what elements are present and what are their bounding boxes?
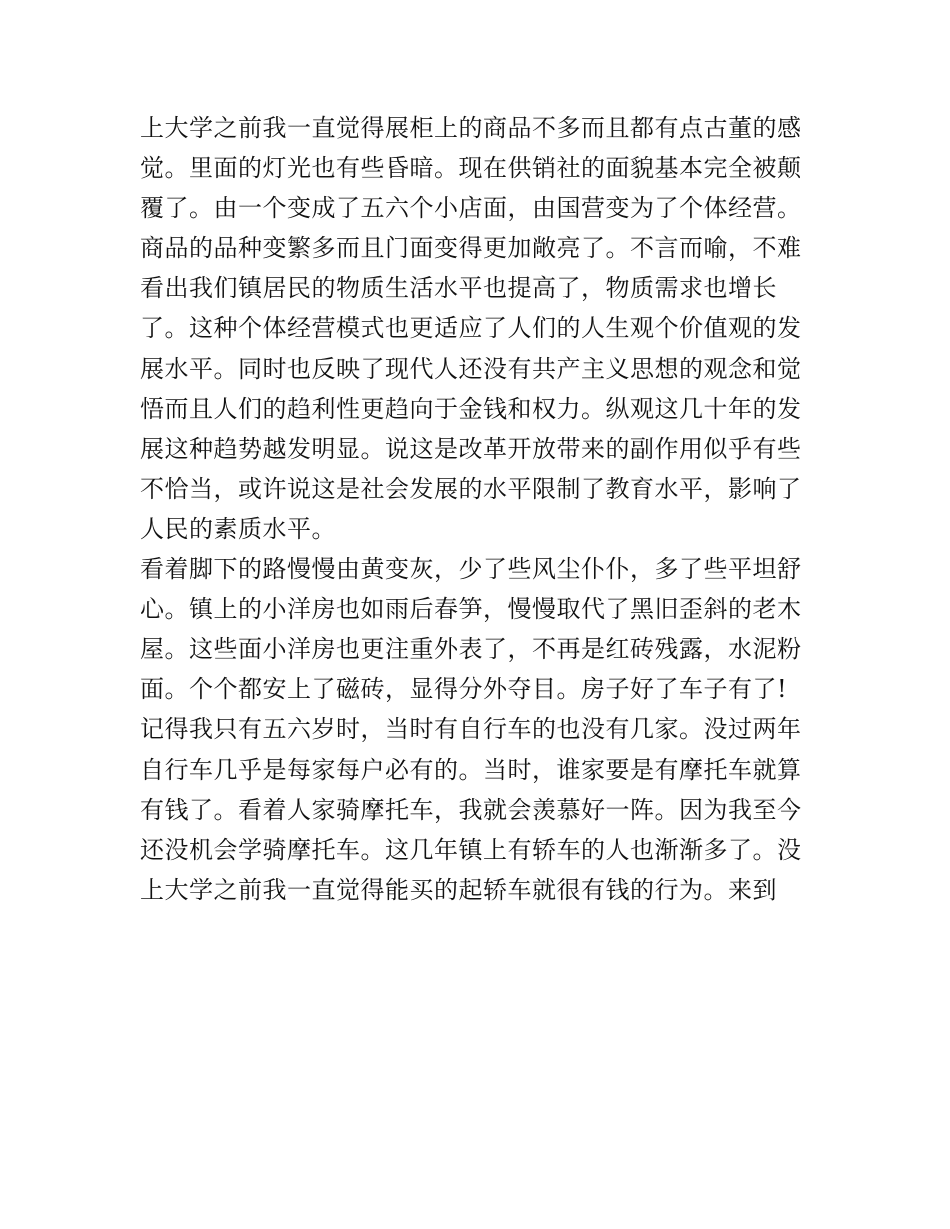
text-line: 看着脚下的路慢慢由黄变灰，少了些风尘仆仆，多了些平坦舒 bbox=[140, 555, 802, 584]
text-line: 记得我只有五六岁时，当时有自行车的也没有几家。没过两年 bbox=[140, 715, 802, 744]
text-line: 觉。里面的灯光也有些昏暗。现在供销社的面貌基本完全被颠 bbox=[140, 154, 802, 183]
text-line: 看出我们镇居民的物质生活水平也提高了，物质需求也增长 bbox=[140, 274, 777, 303]
text-line: 覆了。由一个变成了五六个小店面，由国营变为了个体经营。 bbox=[140, 194, 802, 223]
text-line: 上大学之前我一直觉得能买的起轿车就很有钱的行为。来到 bbox=[140, 875, 777, 904]
text-line: 不恰当，或许说这是社会发展的水平限制了教育水平，影响了 bbox=[140, 474, 802, 503]
text-line: 展水平。同时也反映了现代人还没有共产主义思想的观念和觉 bbox=[140, 354, 802, 383]
text-line: 了。这种个体经营模式也更适应了人们的人生观个价值观的发 bbox=[140, 314, 802, 343]
text-line: 自行车几乎是每家每户必有的。当时，谁家要是有摩托车就算 bbox=[140, 755, 802, 784]
text-line: 心。镇上的小洋房也如雨后春笋，慢慢取代了黑旧歪斜的老木 bbox=[140, 595, 802, 624]
body-text bbox=[140, 108, 820, 910]
text-line: 展这种趋势越发明显。说这是改革开放带来的副作用似乎有些 bbox=[140, 434, 802, 463]
text-line: 面。个个都安上了磁砖，显得分外夺目。房子好了车子有了! bbox=[140, 675, 788, 704]
text-line: 上大学之前我一直觉得展柜上的商品不多而且都有点古董的感 bbox=[140, 114, 802, 142]
text-line: 商品的品种变繁多而且门面变得更加敞亮了。不言而喻，不难 bbox=[140, 234, 802, 263]
text-line: 屋。这些面小洋房也更注重外表了，不再是红砖残露，水泥粉 bbox=[140, 635, 802, 664]
text-line: 悟而且人们的趋利性更趋向于金钱和权力。纵观这几十年的发 bbox=[140, 394, 802, 423]
text-line: 人民的素质水平。 bbox=[140, 514, 336, 543]
text-line: 还没机会学骑摩托车。这几年镇上有轿车的人也渐渐多了。没 bbox=[140, 835, 802, 864]
text-line: 有钱了。看着人家骑摩托车，我就会羡慕好一阵。因为我至今 bbox=[140, 795, 802, 824]
